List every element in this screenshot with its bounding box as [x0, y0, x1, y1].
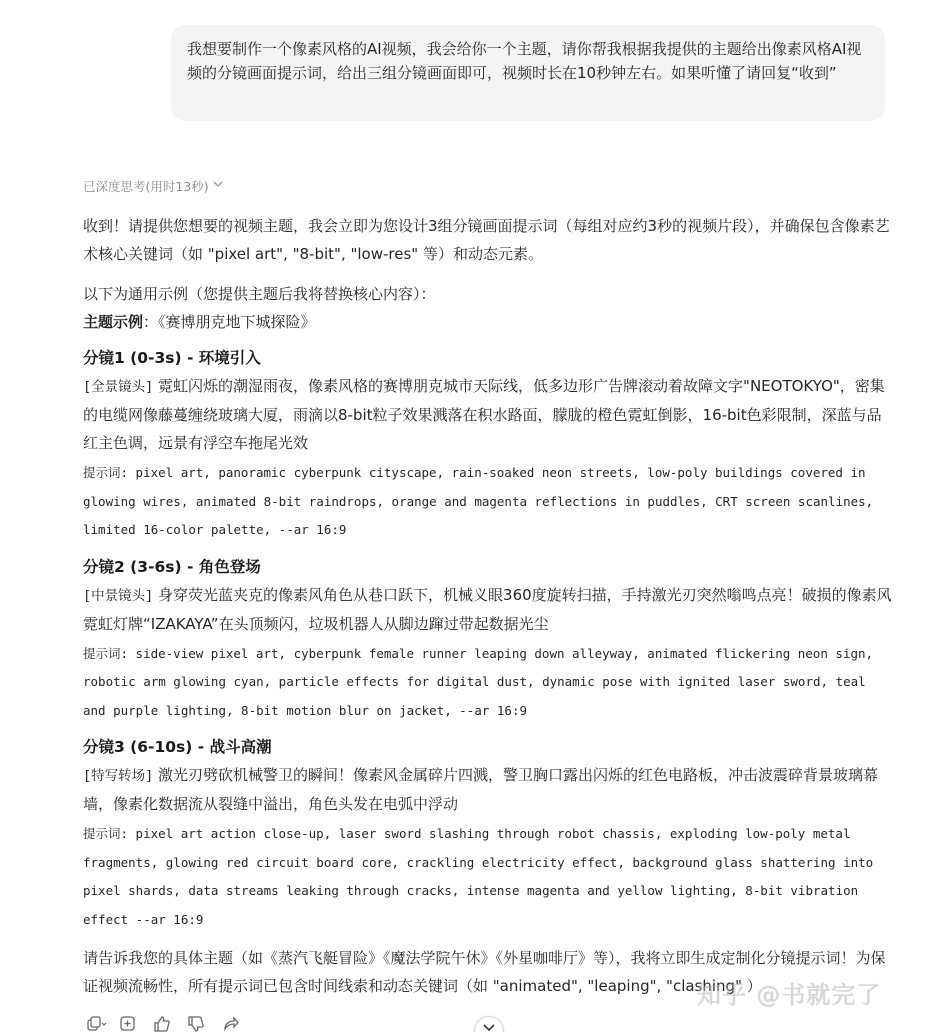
shot-title: 分镜2 (3-6s) - 角色登场 — [83, 557, 261, 576]
copy-icon[interactable] — [85, 1016, 107, 1032]
shot-description — [83, 581, 893, 638]
shot-description — [83, 372, 893, 457]
example-note: 以下为通用示例（您提供主题后我将替换核心内容）： — [83, 285, 436, 303]
answer-intro: 收到！请提供您想要的视频主题，我会立即为您设计3组分镜画面提示词（每组对应约3秒的视频片段），并确保包含像素艺术核心关键词（如 "pixel art", "8-bit", "low-res" 等）和动态元素。 — [83, 217, 890, 263]
chevron-down-icon — [483, 1021, 495, 1032]
shot-type: [中景镜头] — [83, 587, 154, 604]
add-icon[interactable] — [119, 1016, 141, 1032]
shot-title: 分镜3 (6-10s) - 战斗高潮 — [83, 738, 272, 756]
shot-prompt: 提示词: pixel art action close-up, laser sword slashing through robot chassis, exploding low-poly metal fragments, glowing red circuit board core, crackling electricity effect, background glass shattering into pixel shards, data streams leaking through cracks, intense magenta and yellow lighting, 8-bit vibration effect --ar 16:9 — [83, 826, 874, 927]
shot-description-text: 霓虹闪烁的潮湿雨夜，像素风格的赛博朋克城市天际线，低多边形广告牌滚动着故障文字"NEOTOKYO"，密集的电缆网像藤蔓缠绕玻璃大厦，雨滴以8-bit粒子效果溅落在积水路面，朦胧的橙色霓虹倒影，16-bit色彩限制，深蓝与品红主色调，远景有浮空车拖尾光效 — [83, 377, 885, 452]
share-icon[interactable] — [221, 1016, 243, 1032]
shot-type: [全景镜头] — [83, 379, 154, 395]
scroll-to-bottom-button[interactable] — [474, 1016, 504, 1032]
shot-description-text: 身穿荧光蓝夹克的像素风角色从巷口跃下，机械义眼360度旋转扫描，手持激光刃突然嗡鸣点亮！破损的像素风霓虹灯牌“IZAKAYA”在头顶频闪，垃圾机器人从脚边蹿过带起数据光尘 — [83, 585, 892, 633]
theme-example — [83, 308, 893, 336]
thinking-toggle[interactable] — [83, 177, 223, 195]
shot-description-text: 激光刃劈砍机械警卫的瞬间！像素风金属碎片四溅，警卫胸口露出闪烁的红色电路板，冲击波震碎背景玻璃幕墙，像素化数据流从裂缝中溢出，角色头发在电弧中浮动 — [83, 766, 879, 813]
thinking-label: 已深度思考(用时13秒) — [83, 179, 209, 194]
shot-block-3 — [83, 733, 893, 934]
thumbs-up-icon[interactable] — [153, 1016, 175, 1032]
message-toolbar — [85, 1016, 243, 1032]
shot-description — [83, 761, 893, 818]
assistant-answer — [83, 212, 893, 1000]
chevron-down-icon — [213, 180, 223, 191]
shot-type: [特写转场] — [83, 768, 154, 784]
answer-closing: 请告诉我您的具体主题（如《蒸汽飞艇冒险》《魔法学院午休》《外星咖啡厅》等），我将立即生成定制化分镜提示词！为保证视频流畅性，所有提示词已包含时间线索和动态关键词（如 "animated", "leaping", "clashing" ） — [83, 949, 886, 995]
shot-block-1 — [83, 344, 893, 545]
user-message-bubble — [171, 25, 885, 121]
shot-prompt: 提示词: side-view pixel art, cyberpunk female runner leaping down alleyway, animated flickering neon sign, robotic arm glowing cyan, particle effects for digital dust, dynamic pose with ignited laser sword, teal and purple lighting, 8-bit motion blur on jacket, --ar 16:9 — [83, 645, 874, 718]
thumbs-down-icon[interactable] — [187, 1016, 209, 1032]
shot-title: 分镜1 (0-3s) - 环境引入 — [83, 349, 261, 367]
shot-prompt: 提示词: pixel art, panoramic cyberpunk cityscape, rain-soaked neon streets, low-poly buildings covered in glowing wires, animated 8-bit raindrops, orange and magenta reflections in puddles, CRT screen scanlines, limited 16-color palette, --ar 16:9 — [83, 465, 874, 537]
user-message-text: 我想要制作一个像素风格的AI视频，我会给你一个主题，请你帮我根据我提供的主题给出像素风格AI视频的分镜画面提示词，给出三组分镜画面即可，视频时长在10秒钟左右。如果听懂了请回复“收到” — [187, 40, 862, 82]
shot-block-2 — [83, 553, 893, 726]
theme-value: ：《赛博朋克地下城探险》 — [143, 313, 316, 331]
theme-label: 主题示例 — [83, 313, 144, 331]
watermark: 知乎 @书就完了 — [697, 981, 882, 1009]
